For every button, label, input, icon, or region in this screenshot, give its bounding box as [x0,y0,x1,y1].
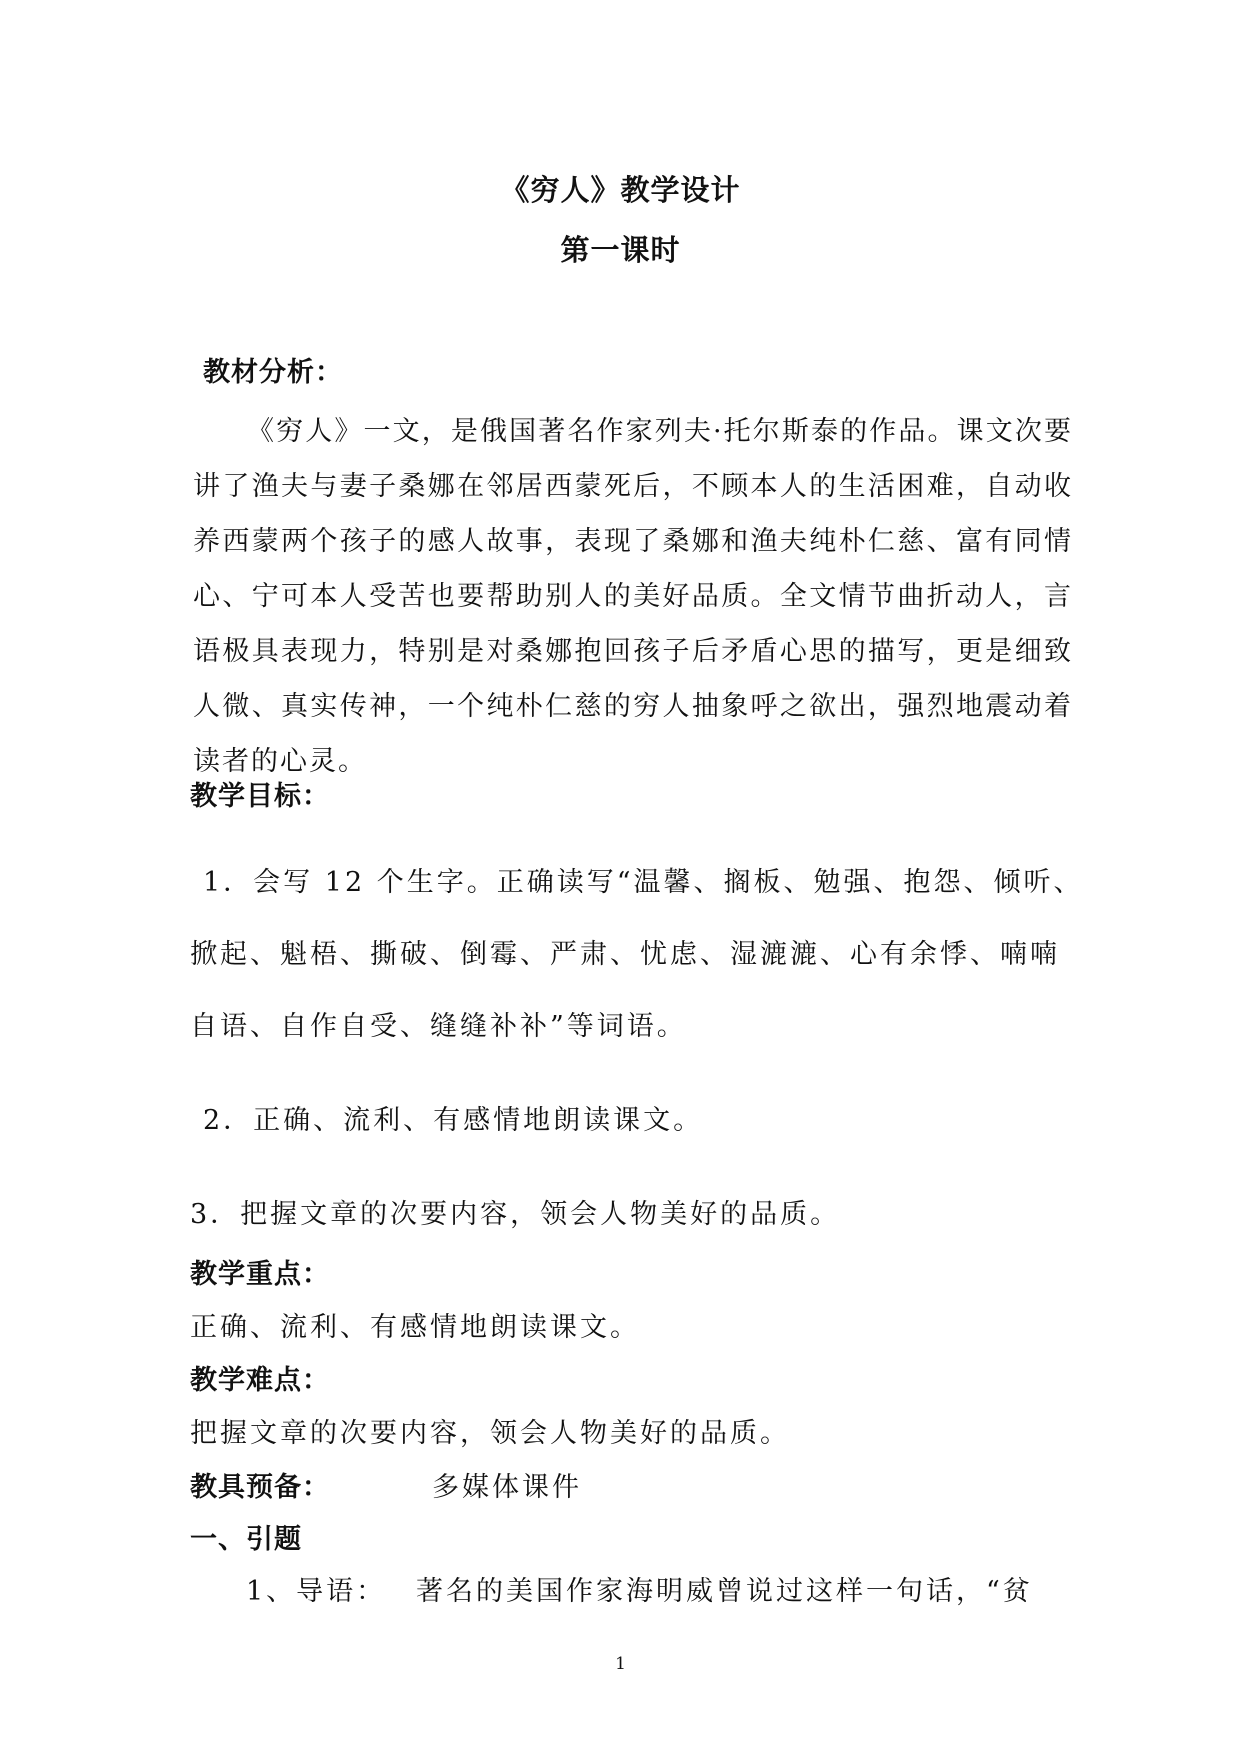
objective-1-line-3: 自语、自作自受、缝缝补补”等词语。 [190,1011,687,1042]
objectives-heading: 教学目标： [190,781,330,812]
materials-text: 多媒体课件 [432,1472,582,1503]
analysis-paragraph: 《穷人》一文，是俄国著名作家列夫·托尔斯泰的作品。课文次要讲了渔夫与妻子桑娜在邻居西蒙死后，不顾本人的生活困难，自动收养西蒙两个孩子的感人故事，表现了桑娜和渔夫纯朴仁慈、富有同情心、宁可本人受苦也要帮助别人的美好品质。全文情节曲折动人，言语极具表现力，特别是对桑娜抱回孩子后矛盾心思的描写，更是细致人微、真实传神，一个纯朴仁慈的穷人抽象呼之欲出，强烈地震动着读者的心灵。 [193,416,1073,777]
key-point-text: 正确、流利、有感情地朗读课文。 [190,1312,640,1343]
objective-3: 3．把握文章的次要内容，领会人物美好的品质。 [190,1199,841,1230]
section-1-item-1-label: 1、导语： [246,1576,387,1607]
document-subtitle: 第一课时 [560,233,681,267]
difficulty-heading: 教学难点： [190,1365,330,1396]
objective-2: 2．正确、流利、有感情地朗读课文。 [203,1105,704,1136]
difficulty-text: 把握文章的次要内容，领会人物美好的品质。 [190,1418,790,1449]
objective-1-line-2: 掀起、魁梧、撕破、倒霉、严肃、忧虑、湿漉漉、心有余悸、喃喃 [190,939,1060,970]
key-point-heading: 教学重点： [190,1259,330,1290]
analysis-heading: 教材分析： [203,357,343,388]
page-number: 1 [615,1654,626,1674]
materials-heading: 教具预备： [190,1472,330,1503]
section-1-item-1-text: 著名的美国作家海明威曾说过这样一句话，“贫 [416,1576,1033,1607]
document-title: 《穷人》教学设计 [500,173,741,207]
objective-1-line-1: 1．会写 12 个生字。正确读写“温馨、搁板、勉强、抱怨、倾听、 [203,867,1084,898]
section-1-heading: 一、引题 [190,1524,302,1555]
